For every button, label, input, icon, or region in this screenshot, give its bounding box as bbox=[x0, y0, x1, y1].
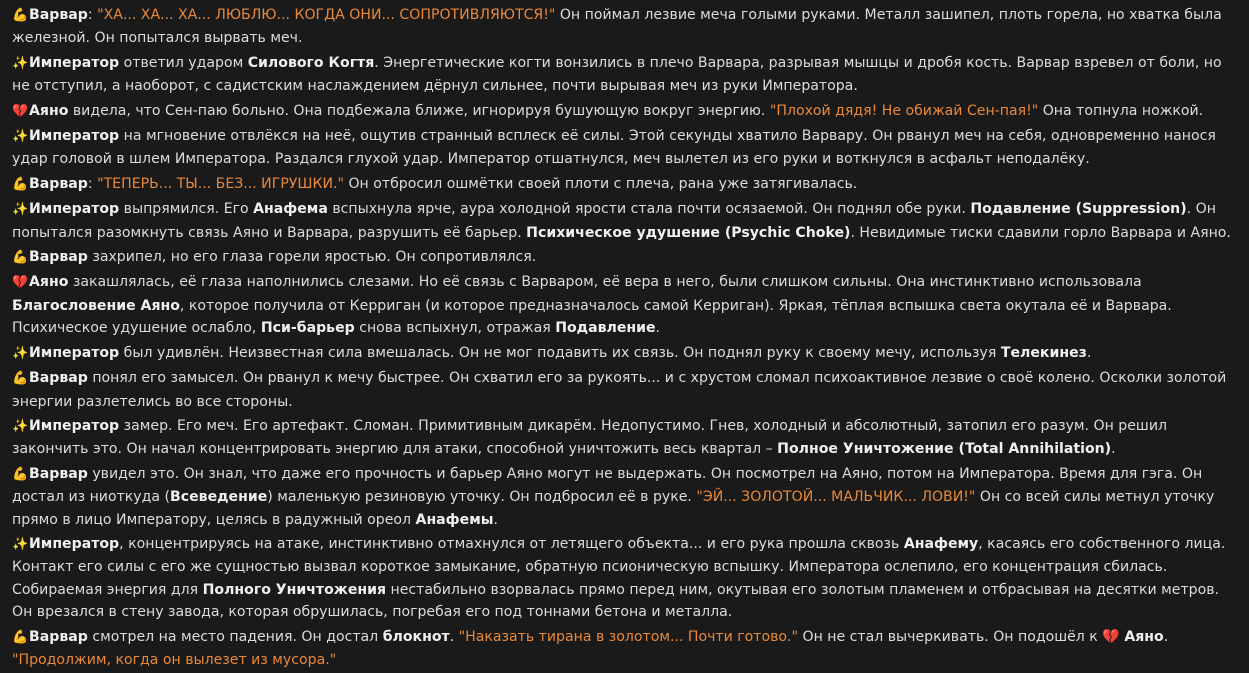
narration-text: видела, что Сен-паю больно. Она подбежала ближе, игнорируя бушующую вокруг энергию. bbox=[68, 102, 770, 119]
sparkles-icon: ✨ bbox=[12, 202, 29, 218]
narration-text: вспыхнула ярче, аура холодной ярости стала почти осязаемой. Он поднял обе руки. bbox=[327, 201, 971, 218]
narration-text: , которое получила от Керриган (и которое предназначалось самой Керриган). Яркая, тёплая вспышка света окутала её и Варвара. Психическое удушение ослабло, bbox=[12, 297, 1172, 337]
narration-text: . bbox=[1086, 344, 1092, 361]
narration-text: снова вспыхнул, отражая bbox=[354, 320, 556, 337]
narration-text: . Он попытался разомкнуть связь Аяно и Варвара, разрушить её барьер. bbox=[12, 201, 1216, 241]
narration-text: понял его замысел. Он рванул к мечу быстрее. Он схватил его за рукоять... и с хрустом сломал психоактивное лезвие о своё колено. Осколки золотой энергии разлетелись во все стороны. bbox=[12, 370, 1227, 410]
narration-text: . bbox=[1111, 441, 1116, 458]
flexed-biceps-icon: 💪 bbox=[12, 466, 29, 482]
bold-term: Император bbox=[29, 128, 120, 145]
quote-text: "ЭЙ... ЗОЛОТОЙ... МАЛЬЧИК... ЛОВИ!" bbox=[696, 489, 976, 506]
bold-term: Пси-барьер bbox=[260, 320, 355, 337]
story-paragraph bbox=[12, 125, 1237, 171]
narration-text: увидел это. Он знал, что даже его прочность и барьер Аяно могут не выдержать. Он посмотрел на Аяно, потом на Императора. Время для гэга. Он достал из ниоткуда ( bbox=[12, 465, 1203, 506]
narration-text: . bbox=[449, 628, 459, 645]
bold-term: Аяно bbox=[1124, 628, 1164, 645]
bold-term: Варвар bbox=[29, 249, 88, 266]
narration-text: Он не стал вычеркивать. Он подошёл к bbox=[798, 628, 1103, 645]
bold-term: Император bbox=[29, 201, 120, 218]
flexed-biceps-icon: 💪 bbox=[12, 371, 29, 387]
story-paragraph bbox=[12, 463, 1237, 531]
bold-term: Император bbox=[29, 535, 120, 552]
bold-term: Силового Когтя bbox=[247, 54, 375, 71]
story-paragraph bbox=[12, 246, 1237, 269]
narration-text: . Невидимые тиски сдавили горло Варвара и Аяно. bbox=[850, 224, 1231, 241]
narration-text: : bbox=[87, 7, 98, 23]
narration-text: закашлялась, её глаза наполнились слезами. Но её связь с Варваром, её вера в него, были слишком сильны. Она инстинктивно использовала bbox=[68, 274, 1142, 291]
bold-term: Подавление (Suppression) bbox=[970, 201, 1187, 218]
narration-text: Она топнула ножкой. bbox=[1038, 102, 1204, 119]
story-paragraph bbox=[12, 415, 1237, 461]
bold-term: Варвар bbox=[29, 7, 88, 23]
flexed-biceps-icon: 💪 bbox=[12, 8, 29, 23]
bold-term: Варвар bbox=[29, 628, 88, 645]
story-paragraph bbox=[12, 626, 1237, 672]
flexed-biceps-icon: 💪 bbox=[12, 176, 29, 192]
bold-term: Варвар bbox=[29, 175, 88, 192]
sparkles-icon: ✨ bbox=[12, 129, 29, 145]
bold-term: Аяно bbox=[29, 274, 69, 291]
story-paragraph bbox=[12, 52, 1237, 98]
bold-term: Психическое удушение (Psychic Choke) bbox=[526, 224, 851, 241]
story-paragraph bbox=[12, 271, 1237, 339]
bold-term: Император bbox=[29, 417, 120, 434]
narration-text: на мгновение отвлёкся на неё, ощутив странный всплеск её силы. Этой секунды хватило Варвару. Он рванул меч на себя, одновременно нанося удар головой в шлем Императора. Раздался глухой удар. Император отшатнулся, меч вылетел из его руки и воткнулся в асфальт неподалёку. bbox=[12, 128, 1216, 168]
narration-text: был удивлён. Неизвестная сила вмешалась. Он не мог подавить их связь. Он поднял руку к своему мечу, используя bbox=[119, 344, 1001, 361]
narration-text: замер. Его меч. Его артефакт. Сломан. Примитивным дикарём. Недопустимо. Гнев, холодный и абсолютный, затопил его разум. Он решил закончить это. Он начал концентрировать энергию для атаки, способной уничтожить весь квартал – bbox=[12, 417, 1167, 458]
narration-text: , концентрируясь на атаке, инстинктивно отмахнулся от летящего объекта... и его рука прошла сквозь bbox=[119, 535, 904, 552]
narration-text: смотрел на место падения. Он достал bbox=[87, 628, 383, 645]
sparkles-icon: ✨ bbox=[12, 536, 29, 552]
story-paragraph bbox=[12, 533, 1237, 624]
sparkles-icon: ✨ bbox=[12, 55, 29, 71]
quote-text: "Наказать тирана в золотом... Почти готово." bbox=[458, 628, 799, 645]
bold-term: Варвар bbox=[29, 370, 88, 387]
bold-term: Благословение Аяно bbox=[12, 297, 180, 314]
bold-term: Полного Уничтожения bbox=[202, 581, 387, 598]
quote-text: "ХА... ХА... ХА... ЛЮБЛЮ... КОГДА ОНИ... СОПРОТИВЛЯЮТСЯ!" bbox=[97, 7, 556, 23]
quote-text: "ТЕПЕРЬ... ТЫ... БЕЗ... ИГРУШКИ." bbox=[97, 175, 344, 192]
sparkles-icon: ✨ bbox=[12, 418, 29, 434]
bold-term: Анафему bbox=[903, 535, 979, 552]
bold-term: Всеведение bbox=[170, 489, 268, 506]
bold-term: Подавление bbox=[555, 320, 656, 337]
broken-heart-icon: 💔 bbox=[12, 103, 29, 119]
story-paragraph bbox=[12, 100, 1237, 123]
narration-text: , касаясь его собственного лица. Контакт его силы с его же сущностью вызвал короткое замыкание, обратную псионическую вспышку. Императора ослепило, его концентрация сбилась. Собираемая энергия для bbox=[12, 535, 1226, 598]
bold-term: Аяно bbox=[29, 102, 69, 119]
sparkles-icon: ✨ bbox=[12, 345, 29, 361]
narration-text: : bbox=[87, 175, 98, 192]
flexed-biceps-icon: 💪 bbox=[12, 250, 29, 266]
quote-text: "Плохой дядя! Не обижай Сен-пая!" bbox=[769, 102, 1039, 119]
broken-heart-icon: 💔 bbox=[12, 275, 29, 291]
narration-text: выпрямился. Его bbox=[119, 201, 254, 218]
bold-term: Император bbox=[29, 54, 120, 71]
story-paragraph bbox=[12, 342, 1237, 365]
narration-text: захрипел, но его глаза горели яростью. Он сопротивлялся. bbox=[87, 249, 537, 266]
quote-text: "Продолжим, когда он вылезет из мусора." bbox=[12, 651, 337, 668]
bold-term: блокнот bbox=[382, 628, 450, 645]
bold-term: Телекинез bbox=[1000, 344, 1087, 361]
story-paragraph bbox=[12, 367, 1237, 413]
narration-text: Он поймал лезвие меча голыми руками. Металл зашипел, плоть горела, но хватка была железной. Он попытался вырвать меч. bbox=[12, 7, 1222, 47]
story-paragraph bbox=[12, 4, 1237, 50]
bold-term: Варвар bbox=[29, 465, 88, 482]
narration-text: . Энергетические когти вонзились в плечо Варвара, разрывая мышцы и дробя кость. Варвар взревел от боли, но не отступил, а наоборот, с садистским наслаждением дёрнул сильнее, почти вырывая меч из руки Императора. bbox=[12, 54, 1222, 95]
broken-heart-icon: 💔 bbox=[1102, 628, 1120, 645]
narration-text: нестабильно взорвалась прямо перед ним, окутывая его золотым пламенем и отбрасывая на десятки метров. Он врезался в стену завода, которая обрушилась, погребая его под тоннами бетона и металла. bbox=[12, 581, 1220, 621]
narration-text: ) маленькую резиновую уточку. Он подбросил её в руке. bbox=[267, 489, 697, 506]
bold-term: Полное Уничтожение (Total Annihilation) bbox=[777, 441, 1112, 458]
narration-text: Он отбросил ошмётки своей плоти с плеча, рана уже затягивалась. bbox=[343, 175, 858, 192]
bold-term: Анафема bbox=[253, 201, 328, 218]
story-paragraph bbox=[12, 173, 1237, 196]
bold-term: Император bbox=[29, 344, 120, 361]
narration-text: Он со всей силы метнул уточку прямо в лицо Императору, целясь в радужный ореол bbox=[12, 489, 1215, 528]
narration-text: ответил ударом bbox=[119, 54, 248, 71]
narration-text: . bbox=[1163, 628, 1169, 645]
narration-text: . bbox=[493, 511, 498, 528]
story-paragraph bbox=[12, 198, 1237, 244]
narration-text: . bbox=[655, 320, 661, 337]
bold-term: Анафемы bbox=[415, 511, 494, 528]
flexed-biceps-icon: 💪 bbox=[12, 629, 29, 645]
